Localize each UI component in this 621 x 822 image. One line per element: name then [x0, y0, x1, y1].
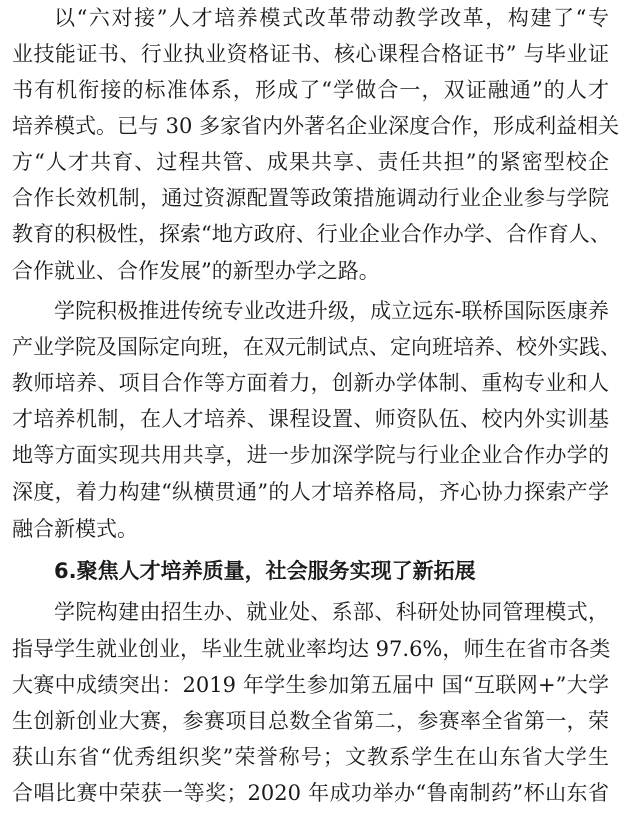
paragraph-3-line-6: 合唱比赛中荣获一等奖；2020 年成功举办“鲁南制药”杯山东省: [12, 781, 609, 805]
paragraph-3-line-3: 大赛中成绩突出：2019 年学生参加第五届中 国“互联网+”大学: [12, 673, 609, 697]
paragraph-1-line-3: 书有机衔接的标准体系，形成了“学做合一，双证融通”的人才: [12, 78, 609, 102]
paragraph-1-line-6: 合作长效机制，通过资源配置等政策措施调动行业企业参与学院: [12, 186, 609, 210]
paragraph-1-line-8: 合作就业、合作发展”的新型办学之路。: [12, 259, 380, 283]
section-heading: 6.聚焦人才培养质量，社会服务实现了新拓展: [54, 559, 476, 583]
paragraph-3-line-1: 学院构建由招生办、就业处、系部、科研处协同管理模式，: [54, 600, 609, 624]
paragraph-2-line-1: 学院积极推进传统专业改进升级，成立远东-联桥国际医康养: [54, 299, 609, 323]
paragraph-1-line-7: 教育的积极性，探索“地方政府、行业企业合作办学、合作育人、: [12, 222, 611, 246]
paragraph-3-line-4: 生创新创业大赛，参赛项目总数全省第二，参赛率全省第一，荣: [12, 709, 609, 733]
paragraph-1-line-5: 方“人才共育、过程共管、成果共享、责任共担”的紧密型校企: [12, 150, 609, 174]
paragraph-2-line-3: 教师培养、项目合作等方面着力，创新办学体制、重构专业和人: [12, 371, 609, 395]
paragraph-2-line-5: 地等方面实现共用共享，进一步加深学院与行业企业合作办学的: [12, 443, 609, 467]
paragraph-2-line-7: 融合新模式。: [12, 517, 138, 541]
paragraph-1-line-2: 业技能证书、行业执业资格证书、核心课程合格证书” 与毕业证: [12, 42, 609, 66]
paragraph-1-line-4: 培养模式。已与 30 多家省内外著名企业深度合作，形成利益相关: [12, 114, 620, 138]
paragraph-2-line-2: 产业学院及国际定向班，在双元制试点、定向班培养、校外实践、: [12, 335, 621, 359]
paragraph-2-line-4: 才培养机制，在人才培养、课程设置、师资队伍、校内外实训基: [12, 407, 609, 431]
paragraph-3-line-2: 指导学生就业创业，毕业生就业率均达 97.6%，师生在省市各类: [12, 637, 611, 661]
paragraph-1-line-1: 以“六对接”人才培养模式改革带动教学改革，构建了“专: [54, 6, 609, 30]
paragraph-2-line-6: 深度，着力构建“纵横贯通”的人才培养格局，齐心协力探索产学: [12, 480, 609, 504]
paragraph-3-line-5: 获山东省“优秀组织奖”荣誉称号；文教系学生在山东省大学生: [12, 745, 609, 769]
